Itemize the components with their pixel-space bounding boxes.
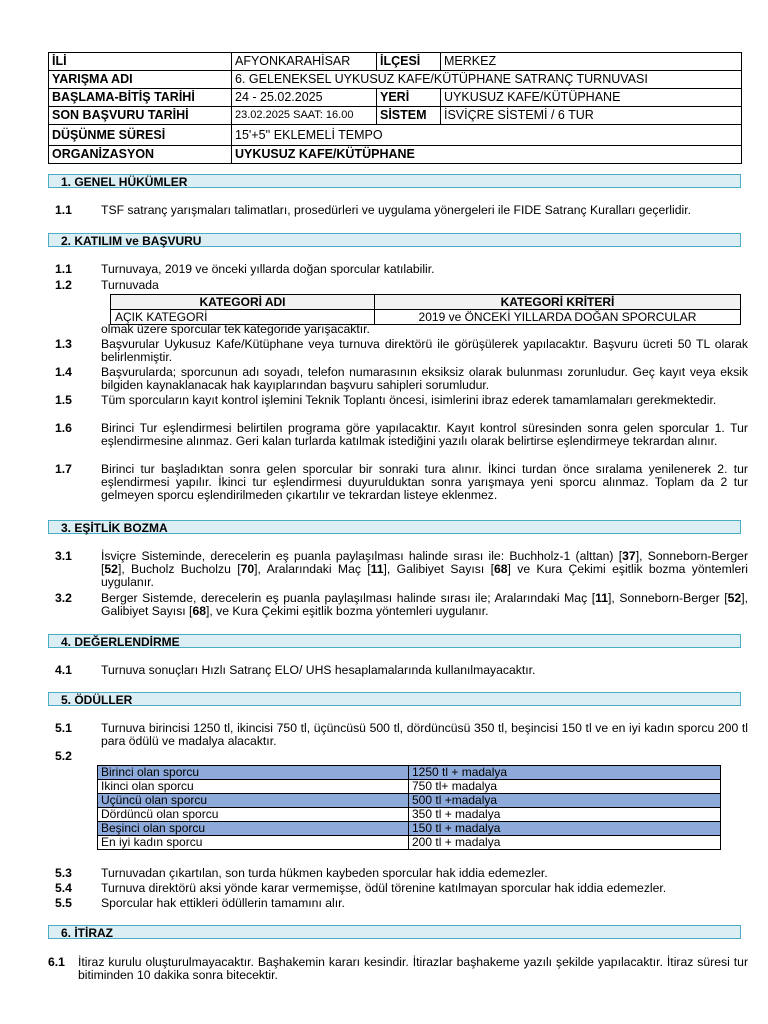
category-name: AÇIK KATEGORİ	[111, 310, 375, 325]
clause-number: 1.1	[55, 262, 72, 276]
clause-text: olmak üzere sporcular tek kategoride yarışacaktır.	[101, 322, 370, 336]
clause-text: Turnuvaya, 2019 ve önceki yıllarda doğan sporcular katılabilir.	[101, 262, 435, 276]
section-heading-oduller: 5. ÖDÜLLER	[48, 692, 741, 706]
prize-row	[98, 780, 721, 794]
il-label: İLİ	[49, 53, 232, 71]
tournament-info-table	[48, 52, 742, 164]
prize-row	[98, 822, 721, 836]
clause-number: 1.7	[55, 462, 72, 476]
il-value: AFYONKARAHİSAR	[232, 53, 377, 71]
prize-row	[98, 808, 721, 822]
prize-place: Birinci olan sporcu	[98, 766, 409, 780]
sure-label: DÜŞÜNME SÜRESİ	[49, 125, 232, 146]
clause-number: 1.2	[55, 278, 72, 292]
yarisma-value: 6. GELENEKSEL UYKUSUZ KAFE/KÜTÜPHANE SATRANÇ TURNUVASI	[232, 71, 742, 89]
clause-text: Tüm sporcuların kayıt kontrol işlemini Teknik Toplantı öncesi, isimlerini ibraz ederek tamamlamaları gerekmektedir.	[101, 393, 717, 407]
section-heading-itiraz: 6. İTİRAZ	[48, 925, 741, 939]
clause-text: TSF satranç yarışmaları talimatları, prosedürleri ve uygulama yönergeleri ile FIDE Satranç Kuralları geçerlidir.	[101, 203, 691, 217]
sistem-value: İSVİÇRE SİSTEMİ / 6 TUR	[441, 107, 742, 125]
basvuru-label: SON BAŞVURU TARİHİ	[49, 107, 232, 125]
clause-number: 6.1	[48, 955, 65, 969]
org-value: UYKUSUZ KAFE/KÜTÜPHANE	[232, 146, 742, 164]
prize-amount: 150 tl + madalya	[409, 822, 721, 836]
prize-row	[98, 794, 721, 808]
clause-text: İsviçre Sisteminde, derecelerin eş puanla paylaşılması halinde sırası ile: Buchholz-1 (alttan) [37], Sonneborn-Berger [52], Bucholz Bucholzu [70], Aralarındaki Maç [11], Galibiyet Sayısı [68] ve Kura Çekimi eşitlik bozma yöntemleri uygulanır.	[101, 549, 749, 589]
org-label: ORGANİZASYON	[49, 146, 232, 164]
prize-amount: 500 tl +madalya	[409, 794, 721, 808]
prize-place: En iyi kadın sporcu	[98, 836, 409, 850]
yeri-value: UYKUSUZ KAFE/KÜTÜPHANE	[441, 89, 742, 107]
prize-amount: 200 tl + madalya	[409, 836, 721, 850]
prize-place: Uçüncü olan sporcu	[98, 794, 409, 808]
clause-text: Turnuva sonuçları Hızlı Satranç ELO/ UHS hesaplamalarında kullanılmayacaktır.	[101, 663, 536, 677]
clause-number: 5.5	[55, 896, 72, 910]
prize-table	[97, 765, 721, 850]
sure-value: 15'+5'' EKLEMELİ TEMPO	[232, 125, 742, 146]
prize-amount: 1250 tl + madalya	[409, 766, 721, 780]
section-heading-katilim: 2. KATILIM ve BAŞVURU	[48, 233, 741, 247]
tarih-value: 24 - 25.02.2025	[232, 89, 377, 107]
clause-number: 3.1	[55, 549, 72, 563]
clause-number: 1.1	[55, 203, 72, 217]
yarisma-label: YARIŞMA ADI	[49, 71, 232, 89]
clause-number: 1.3	[55, 337, 72, 351]
category-table	[110, 294, 741, 325]
clause-text: Başvurular Uykusuz Kafe/Kütüphane veya turnuva direktörü ile görüşülerek yapılacaktır. Başvuru ücreti 50 TL olarak belirlenmiştir.	[101, 337, 748, 364]
clause-text: Birinci tur başladıktan sonra gelen sporcular bir sonraki tura alınır. İkinci turdan önce sıralama yenilenerek 2. tur eşlendirmesi yapılır. İkinci tur eşlendirmesi duyurulduktan sonra yarışmaya yeni sporcu alınmaz. Toplam da 2 tur gelmeyen sporcu eşlendirilmeden çıkartılır ve tekrardan listeye eklenmez.	[101, 462, 748, 502]
prize-row	[98, 766, 721, 780]
clause-number: 5.1	[55, 721, 72, 735]
section-heading-esitlik: 3. EŞİTLİK BOZMA	[48, 520, 741, 534]
category-header-criteria: KATEGORİ KRİTERİ	[375, 295, 741, 310]
clause-text: Sporcular hak ettikleri ödüllerin tamamını alır.	[101, 896, 345, 910]
ilce-label: İLÇESİ	[377, 53, 441, 71]
clause-number: 1.6	[55, 421, 72, 435]
yeri-label: YERİ	[377, 89, 441, 107]
clause-number: 5.2	[55, 749, 72, 763]
prize-row	[98, 836, 721, 850]
category-criteria: 2019 ve ÖNCEKİ YILLARDA DOĞAN SPORCULAR	[375, 310, 741, 325]
basvuru-value: 23.02.2025 SAAT: 16.00	[232, 107, 377, 125]
prize-place: Dördüncü olan sporcu	[98, 808, 409, 822]
clause-number: 1.4	[55, 365, 72, 379]
section-heading-genel: 1. GENEL HÜKÜMLER	[48, 174, 741, 188]
clause-text: Turnuvada	[101, 278, 159, 292]
clause-number: 3.2	[55, 591, 72, 605]
clause-text: Turnuva birincisi 1250 tl, ikincisi 750 tl, üçüncüsü 500 tl, dördüncüsü 350 tl, beşincisi 150 tl ve en iyi kadın sporcu 200 tl para ödülü ve madalya alacaktır.	[101, 721, 748, 748]
clause-text: İtiraz kurulu oluşturulmayacaktır. Başhakemin kararı kesindir. İtirazlar başhakeme yazılı şekilde yapılacaktır. İtiraz süresi tur bitiminden 10 dakika sonra bitecektir.	[78, 955, 748, 982]
clause-number: 4.1	[55, 663, 72, 677]
clause-text: Turnuva direktörü aksi yönde karar vermemişse, ödül törenine katılmayan sporcular hak iddia edemezler.	[101, 881, 667, 895]
clause-text: Birinci Tur eşlendirmesi belirtilen programa göre yapılacaktır. Kayıt kontrol süresinden sonra gelen sporcular 1. Tur eşlendirmesine alınmaz. Geri kalan turlarda katılmak istediğini yazılı olarak belirtirse eşlendirmeye tekrardan alınır.	[101, 421, 748, 448]
ilce-value: MERKEZ	[441, 53, 742, 71]
clause-text: Başvurularda; sporcunun adı soyadı, telefon numarasının eksiksiz olarak bulunması zorunludur. Geç kayıt veya eksik bilgiden kaynaklanacak hak kayıplarından başvuru sahipleri sorumludur.	[101, 365, 748, 392]
clause-number: 5.4	[55, 881, 72, 895]
clause-number: 5.3	[55, 866, 72, 880]
clause-number: 1.5	[55, 393, 72, 407]
clause-text: Turnuvadan çıkartılan, son turda hükmen kaybeden sporcular hak iddia edemezler.	[101, 866, 548, 880]
category-header-name: KATEGORİ ADI	[111, 295, 375, 310]
prize-place: Ikinci olan sporcu	[98, 780, 409, 794]
prize-place: Beşinci olan sporcu	[98, 822, 409, 836]
section-heading-degerlendirme: 4. DEĞERLENDİRME	[48, 634, 741, 648]
prize-amount: 350 tl + madalya	[409, 808, 721, 822]
sistem-label: SİSTEM	[377, 107, 441, 125]
prize-amount: 750 tl+ madalya	[409, 780, 721, 794]
tarih-label: BAŞLAMA-BİTİŞ TARİHİ	[49, 89, 232, 107]
clause-text: Berger Sistemde, derecelerin eş puanla paylaşılması halinde sırası ile; Aralarındaki Maç [11], Sonneborn-Berger [52], Galibiyet Sayısı [68], ve Kura Çekimi eşitlik bozma yöntemleri uygulanır.	[101, 591, 748, 618]
